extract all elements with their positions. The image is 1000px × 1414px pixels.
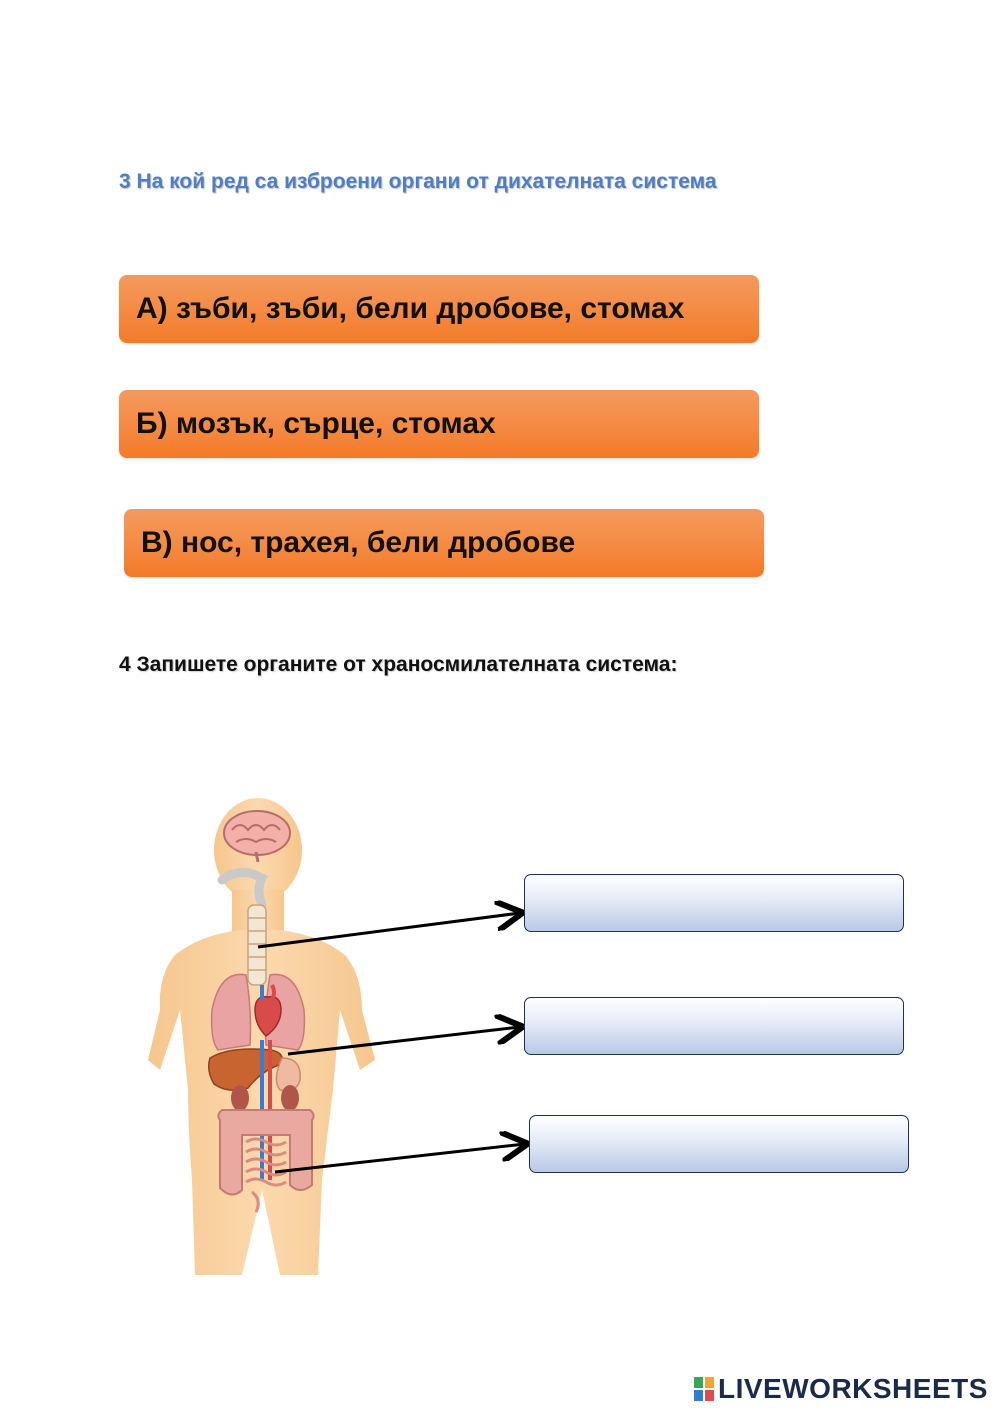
option-a-label: А) зъби, зъби, бели дробове, стомах <box>136 292 685 325</box>
arrow-1 <box>258 913 520 947</box>
question-4-title: 4 Запишете органите от храносмилателната система: <box>119 653 678 676</box>
option-c-label: В) нос, трахея, бели дробове <box>141 526 576 559</box>
liveworksheets-logo <box>694 1373 988 1405</box>
answer-input-2[interactable] <box>524 997 904 1055</box>
option-b-label: Б) мозък, сърце, стомах <box>136 407 496 440</box>
answer-input-1[interactable] <box>524 874 904 932</box>
logo-text: LIVEWORKSHEETS <box>718 1373 988 1404</box>
question-3-title: 3 На кой ред са изброени органи от дихателната система <box>119 170 717 193</box>
body-silhouette <box>148 798 375 1275</box>
answer-input-3[interactable] <box>529 1115 909 1173</box>
logo-mark-icon <box>694 1377 714 1401</box>
